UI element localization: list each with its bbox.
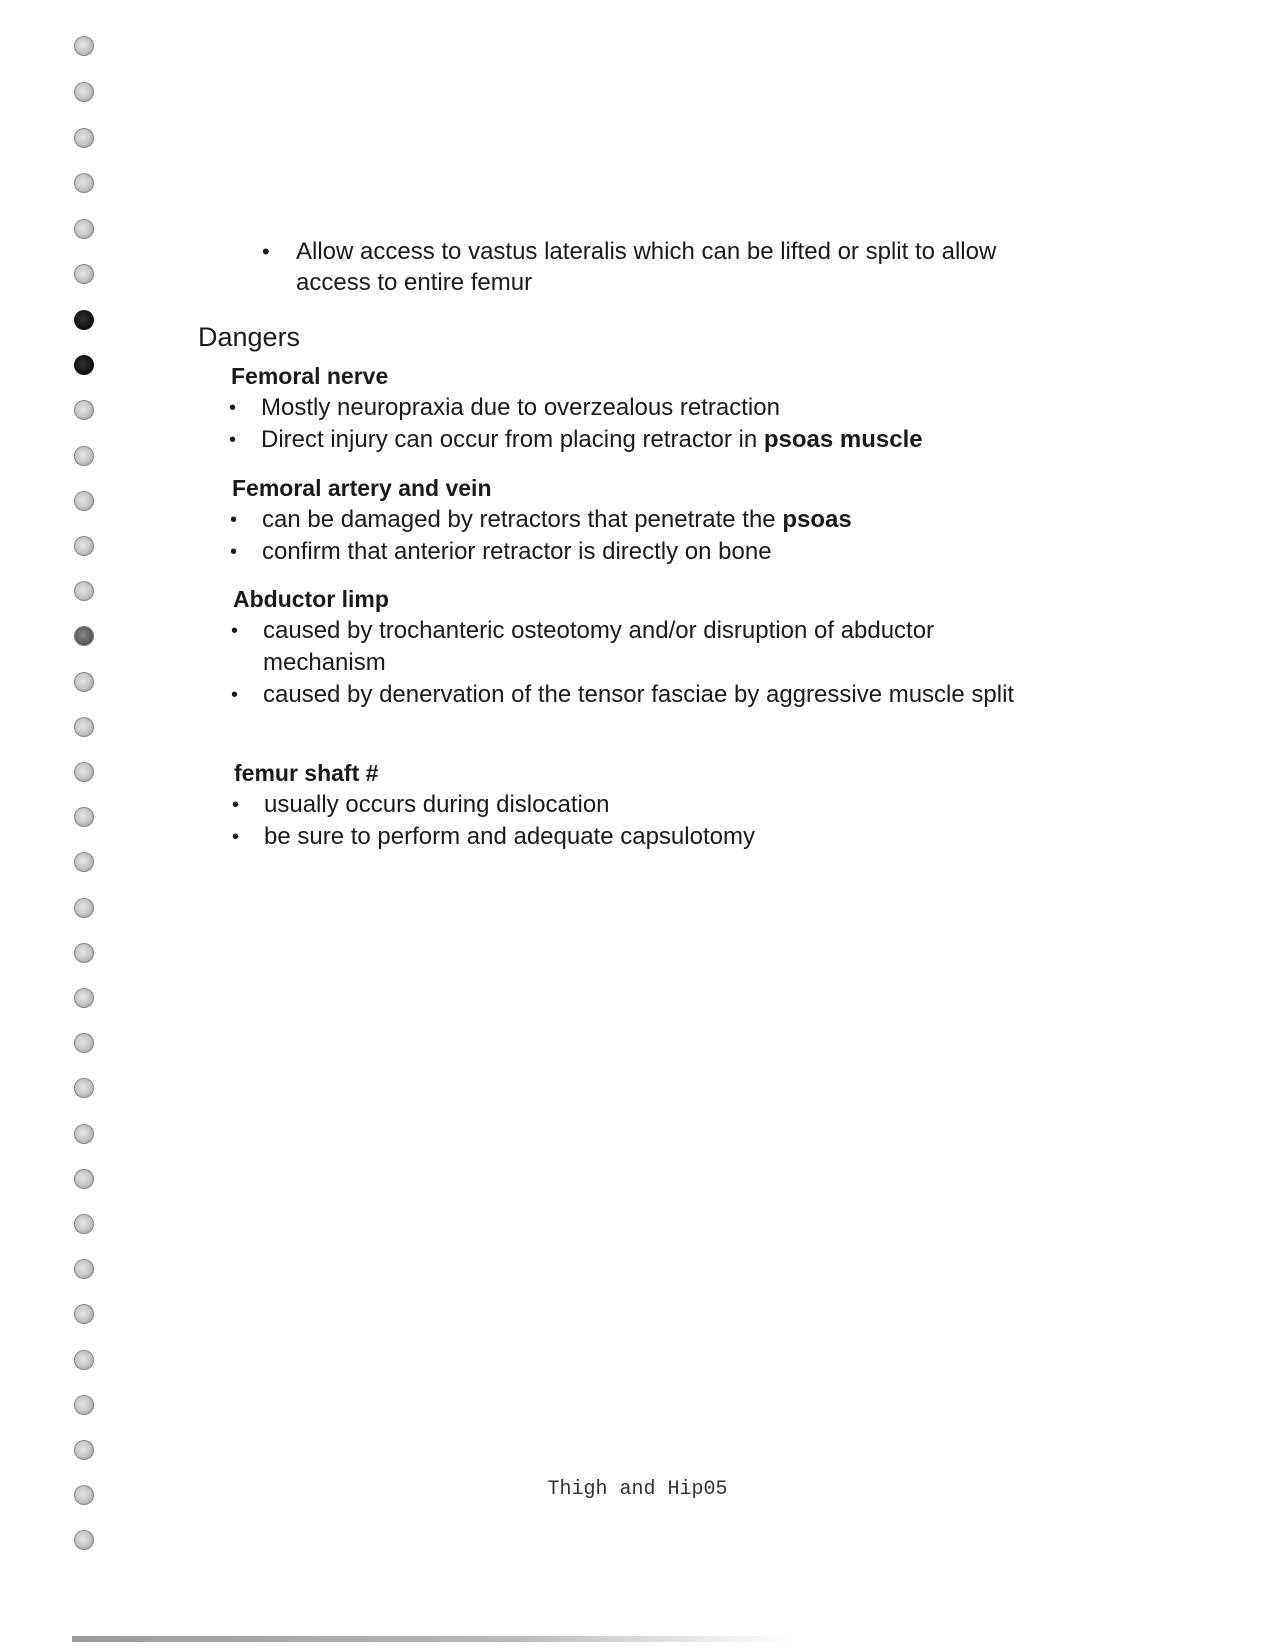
binder-hole-icon (74, 1350, 94, 1370)
binder-hole-icon (74, 1440, 94, 1460)
page-footer: Thigh and Hip05 (547, 1478, 728, 1501)
binder-hole-icon (74, 1169, 94, 1189)
list-item (231, 615, 1033, 679)
list-item (230, 536, 1032, 568)
binder-hole-icon (74, 355, 94, 375)
binder-hole-icon (74, 852, 94, 872)
subsection-title: Femoral nerve (231, 363, 389, 389)
binder-hole-icon (74, 82, 94, 102)
item-bold-text: psoas (782, 506, 852, 533)
binder-hole-icon (74, 1033, 94, 1053)
binder-hole-icon (74, 400, 94, 420)
danger-section-femoral-artery (230, 472, 1032, 568)
item-text: confirm that anterior retractor is directly on bone (262, 538, 772, 565)
item-text: Direct injury can occur from placing retractor in (261, 426, 764, 453)
list-item (230, 504, 1032, 536)
binder-hole-icon (74, 807, 94, 827)
binder-hole-icon (74, 1304, 94, 1324)
binder-hole-icon (74, 762, 94, 782)
binder-hole-icon (74, 491, 94, 511)
binder-hole-icon (74, 672, 94, 692)
item-text: usually occurs during dislocation (264, 791, 610, 818)
item-bold-text: psoas muscle (763, 426, 923, 453)
danger-section-femur-shaft (232, 757, 1034, 853)
binder-hole-icon (74, 1214, 94, 1234)
item-text: caused by trochanteric osteotomy and/or disruption of abductor mechanism (263, 617, 935, 676)
binder-hole-icon (74, 626, 94, 646)
item-text: caused by denervation of the tensor fasciae by aggressive muscle split (263, 681, 1015, 708)
list-item (232, 789, 1034, 821)
binder-hole-icon (74, 536, 94, 556)
binder-hole-icon (74, 1259, 94, 1279)
binder-hole-icon (74, 264, 94, 284)
binder-hole-icon (74, 1395, 94, 1415)
item-text: can be damaged by retractors that penetrate the (262, 506, 783, 533)
subsection-title: Femoral artery and vein (232, 475, 492, 501)
list-item (232, 821, 1034, 853)
subsection-title: femur shaft # (234, 760, 379, 786)
section-heading: Dangers (198, 322, 301, 352)
scan-edge-divider (72, 1636, 792, 1642)
binder-hole-icon (74, 1124, 94, 1144)
binder-hole-icon (74, 1530, 94, 1550)
list-item (262, 236, 1062, 298)
binder-hole-icon (74, 310, 94, 330)
subsection-title: Abductor limp (233, 586, 389, 612)
item-text: Mostly neuropraxia due to overzealous retraction (261, 394, 780, 421)
binder-hole-icon (74, 988, 94, 1008)
item-text: be sure to perform and adequate capsulotomy (264, 823, 755, 850)
binder-hole-icon (74, 36, 94, 56)
binder-hole-icon (74, 446, 94, 466)
binder-hole-icon (74, 898, 94, 918)
binder-hole-icon (74, 219, 94, 239)
binder-hole-icon (74, 943, 94, 963)
binder-hole-icon (74, 717, 94, 737)
binder-hole-icon (74, 173, 94, 193)
bullet-text: • Allow access to vastus lateralis which can be lifted or split to allow access to entire femur (262, 236, 1062, 298)
danger-section-femoral-nerve (229, 360, 1031, 456)
binder-hole-icon (74, 581, 94, 601)
list-item (231, 679, 1033, 711)
list-item (229, 424, 1031, 456)
binder-hole-icon (74, 1078, 94, 1098)
list-item (229, 392, 1031, 424)
danger-section-abductor-limp (231, 583, 1033, 711)
binder-hole-icon (74, 128, 94, 148)
